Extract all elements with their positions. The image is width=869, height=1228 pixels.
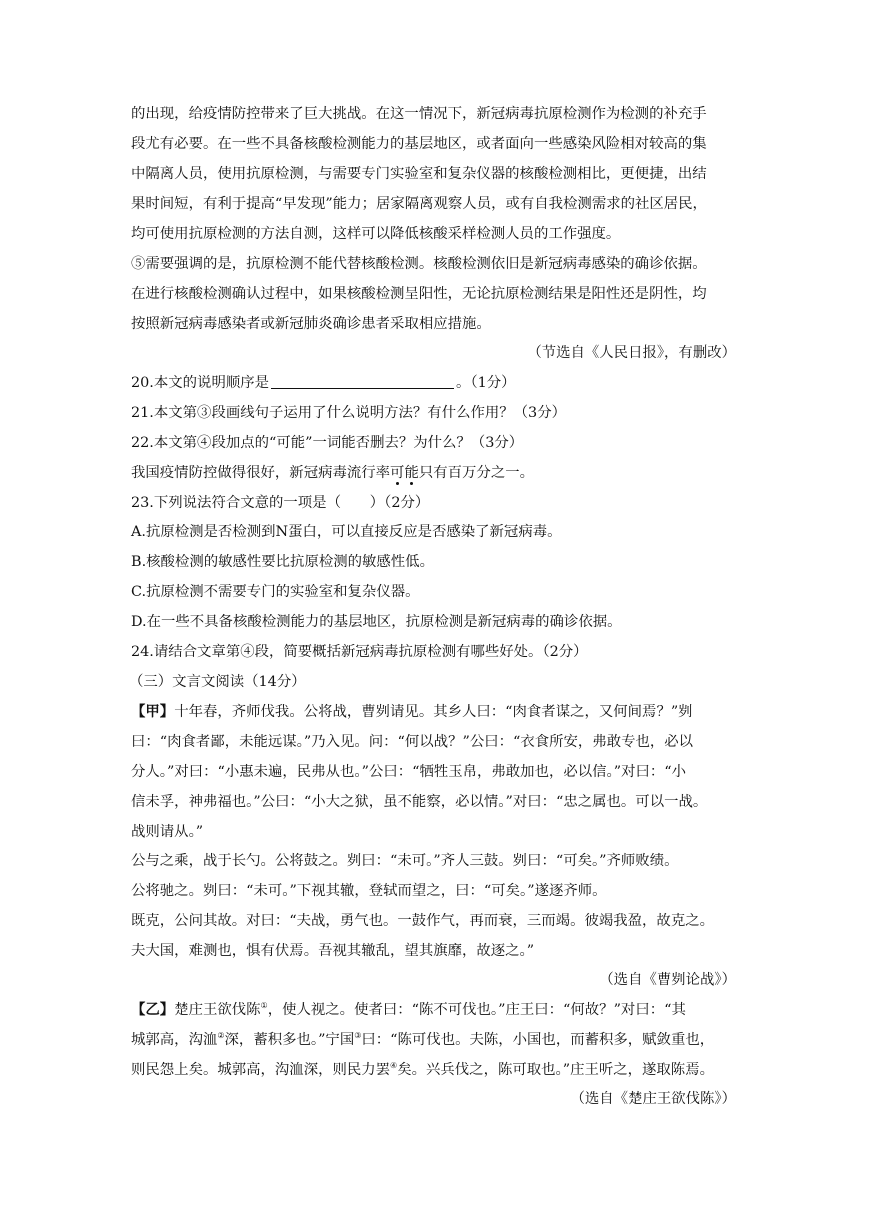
yi-text: 楚庄王欲伐陈 bbox=[174, 1002, 261, 1018]
question-20-score: 。（1分） bbox=[456, 375, 516, 391]
sentence-after: 只有百万分之一。 bbox=[418, 465, 534, 481]
passage-line: 按照新冠病毒感染者或新冠肺炎确诊患者采取相应措施。 bbox=[131, 316, 491, 332]
answer-blank[interactable] bbox=[271, 374, 454, 389]
question-24: 24.请结合文章第④段，简要概括新冠病毒抗原检测有哪些好处。（2分） bbox=[131, 644, 588, 660]
jia-line: 公与之乘，战于长勺。公将鼓之。刿曰：“未可。”齐人三鼓。刿曰：“可矣。”齐师败绩。 bbox=[131, 853, 679, 869]
jia-line: 分人。”对曰：“小惠未遍，民弗从也。”公曰：“牺牲玉帛，弗敢加也，必以信。”对曰：“小 bbox=[131, 764, 686, 780]
footnote-mark: ③ bbox=[354, 1031, 362, 1040]
sentence-before: 我国疫情防控做得很好，新冠病毒流行率 bbox=[131, 465, 391, 481]
option-d: D.在一些不具备核酸检测能力的基层地区，抗原检测是新冠病毒的确诊依据。 bbox=[131, 614, 622, 630]
jia-line: 战则请从。” bbox=[131, 824, 204, 840]
option-c: C.抗原检测不需要专门的实验室和复杂仪器。 bbox=[131, 584, 420, 600]
jia-line: 既克，公问其故。对曰：“夫战，勇气也。一鼓作气，再而衰，三而竭。彼竭我盈，故克之。 bbox=[131, 913, 714, 929]
yi-text: 曰：“陈可伐也。夫陈，小国也，而蓄积多，赋敛重也， bbox=[361, 1032, 715, 1048]
section-heading: （三）文言文阅读（14分） bbox=[129, 674, 306, 690]
yi-text: 深，蓄积多也。”宁国 bbox=[224, 1032, 355, 1048]
passage-line: 在进行核酸检测确认过程中，如果核酸检测呈阳性，无论抗原检测结果是阳性还是阴性，均 bbox=[131, 286, 707, 302]
footnote-mark: ④ bbox=[390, 1061, 398, 1070]
jia-text: 十年春，齐师伐我。公将战，曹刿请见。其乡人曰：“肉食者谋之，又何间焉？”刿 bbox=[174, 704, 693, 720]
passage-paragraph-5: ⑤需要强调的是，抗原检测不能代替核酸检测。核酸检测依旧是新冠病毒感染的确诊依据。 bbox=[131, 256, 707, 272]
passage-line: 中隔离人员，使用抗原检测，与需要专门实验室和复杂仪器的核酸检测相比，更便捷，出结 bbox=[131, 166, 707, 182]
yi-source: （选自《楚庄王欲伐陈》） bbox=[570, 1091, 736, 1107]
jia-line-1 bbox=[131, 702, 743, 722]
option-a: A.抗原检测是否检测到N蛋白，可以直接反应是否感染了新冠病毒。 bbox=[131, 524, 562, 540]
dotted-char: 可 bbox=[390, 465, 405, 481]
yi-text: ，使人视之。使者曰：“陈不可伐也。”庄王曰：“何故？”对曰：“其 bbox=[267, 1002, 686, 1018]
question-21: 21.本文第③段画线句子运用了什么说明方法？有什么作用？（3分） bbox=[131, 405, 566, 421]
question-20-text: 20.本文的说明顺序是 bbox=[131, 375, 270, 391]
option-b: B.核酸检测的敏感性要比抗原检测的敏感性低。 bbox=[131, 554, 434, 570]
yi-line-3 bbox=[131, 1060, 743, 1080]
passage-line: 果时间短，有利于提高“早发现”能力；居家隔离观察人员，或有自我检测需求的社区居民， bbox=[131, 196, 707, 212]
question-23: 23.下列说法符合文意的一项是（ ）（2分） bbox=[131, 495, 430, 511]
jia-marker: 【甲】 bbox=[131, 703, 175, 720]
question-22: 22.本文第④段加点的“可能”一词能否删去？为什么？（3分） bbox=[131, 435, 524, 451]
yi-text: 则民怨上矣。城郭高，沟洫深，则民力罢 bbox=[131, 1062, 391, 1078]
jia-line: 夫大国，难测也，惧有伏焉。吾视其辙乱，望其旗靡，故逐之。” bbox=[131, 943, 535, 959]
footnote-mark: ① bbox=[260, 1001, 268, 1010]
yi-marker: 【乙】 bbox=[131, 1001, 175, 1018]
passage-line: 的出现，给疫情防控带来了巨大挑战。在这一情况下，新冠病毒抗原检测作为检测的补充手 bbox=[131, 106, 707, 122]
question-22-sentence bbox=[131, 463, 743, 483]
yi-line-1 bbox=[131, 1000, 743, 1020]
passage-line: 段尤有必要。在一些不具备核酸检测能力的基层地区，或者面向一些感染风险相对较高的集 bbox=[131, 136, 707, 152]
dotted-char: 能 bbox=[404, 465, 419, 481]
jia-source: （选自《曹刿论战》） bbox=[599, 972, 736, 988]
passage-line: 均可使用抗原检测的方法自测，这样可以降低核酸采样检测人员的工作强度。 bbox=[131, 226, 621, 242]
footnote-mark: ② bbox=[217, 1031, 225, 1040]
jia-line: 曰：“肉食者鄙，未能远谋。”乃入见。问：“何以战？”公曰：“衣食所安，弗敢专也，必以 bbox=[131, 734, 694, 750]
yi-text: 城郭高，沟洫 bbox=[131, 1032, 218, 1048]
yi-line-2 bbox=[131, 1030, 743, 1050]
question-20 bbox=[131, 373, 743, 393]
passage-source: （节选自《人民日报》，有删改） bbox=[527, 345, 736, 361]
jia-line: 信未孚，神弗福也。”公曰：“小大之狱，虽不能察，必以情。”对曰：“忠之属也。可以一战。 bbox=[131, 794, 708, 810]
yi-text: 矣。兴兵伐之，陈可取也。”庄王听之，遂取陈焉。 bbox=[397, 1062, 714, 1078]
jia-line: 公将驰之。刿曰：“未可。”下视其辙，登轼而望之，曰：“可矣。”遂逐齐师。 bbox=[131, 883, 607, 899]
